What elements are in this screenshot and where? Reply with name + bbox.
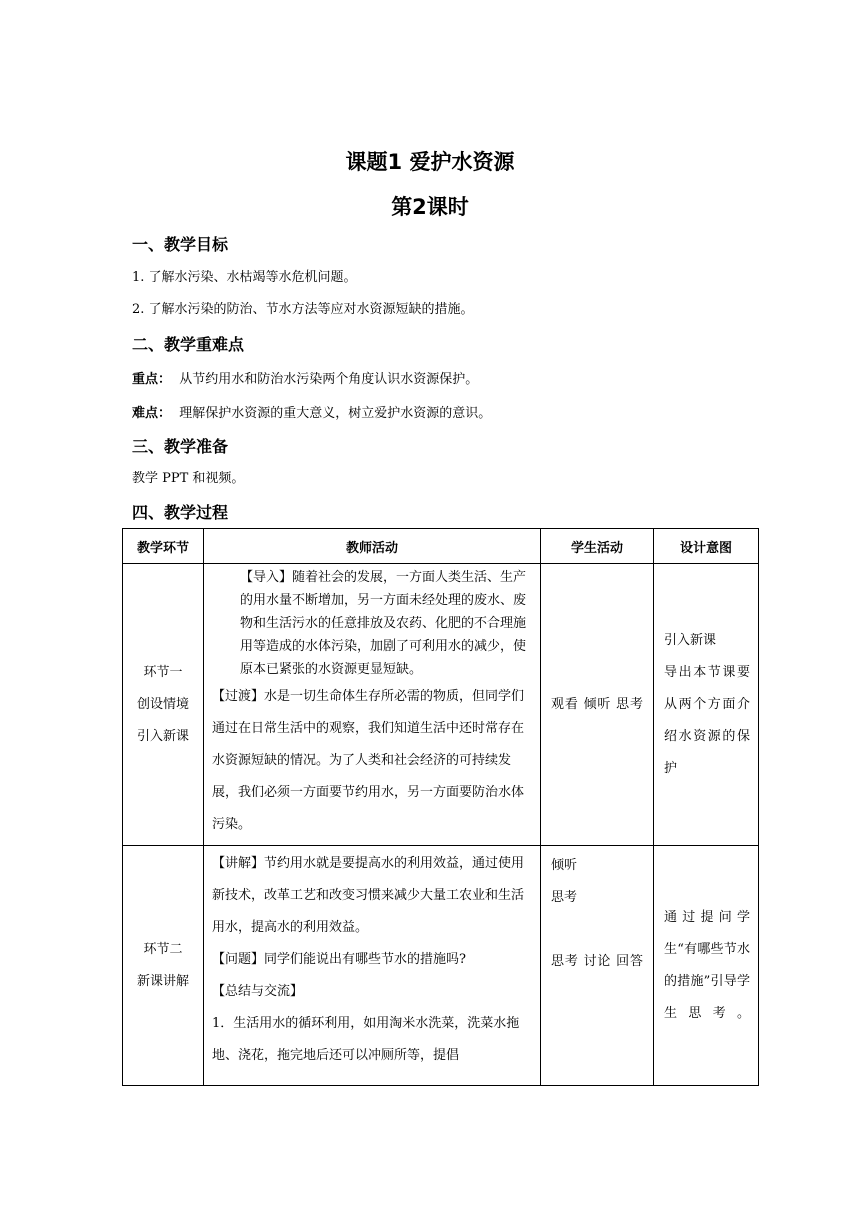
- focus-text: 从节约用水和防治水污染两个角度认识水资源保护。: [179, 372, 479, 387]
- header-student: 学生活动: [541, 529, 654, 564]
- design-intent-cell: [654, 846, 759, 1086]
- student-activity-cell: [541, 846, 654, 1086]
- teacher-summary: 【总结与交流】: [212, 984, 304, 999]
- difficulty-text: 理解保护水资源的重大意义，树立爱护水资源的意识。: [179, 406, 492, 421]
- section-heading-prep: 三、教学准备: [132, 437, 229, 456]
- stage-line: 新课讲解: [136, 973, 189, 989]
- header-teacher: 教师活动: [204, 529, 541, 564]
- table-header-row: [123, 529, 759, 564]
- student-activity: 观看 倾听 思考: [551, 696, 643, 712]
- document-subtitle: 第2课时: [391, 195, 469, 219]
- difficulty-label: 难点：: [132, 406, 172, 421]
- student-activity-line: 思考 讨论 回答: [551, 954, 643, 969]
- stage-cell: [123, 846, 204, 1086]
- focus-paragraph: [132, 368, 478, 387]
- teacher-activity-cell: [204, 564, 541, 846]
- focus-label: 重点：: [132, 372, 172, 387]
- teacher-lecture: 【讲解】节约用水就是要提高水的利用效益，通过使用新技术，改革工艺和改变习惯来减少大量工农业和生活用水，提高水的利用效益。: [212, 856, 525, 935]
- prep-text: 教学 PPT 和视频。: [132, 471, 245, 486]
- design-intent-text: 导出本节课要从两个方面介绍水资源的保护: [664, 664, 750, 776]
- stage-line: 引入新课: [136, 728, 189, 744]
- difficulty-paragraph: [132, 402, 491, 421]
- stage-line: 环节一: [143, 664, 183, 680]
- design-intent-line: 引入新课: [664, 632, 717, 648]
- design-intent-text: 通过提问学生“有哪些节水的措施”引导学生思考。: [664, 909, 750, 1021]
- student-activity-line: 思考: [551, 890, 578, 905]
- stage-cell: [123, 564, 204, 846]
- goal-item-2: 2. 了解水污染的防治、节水方法等应对水资源短缺的措施。: [132, 302, 474, 317]
- process-table: [122, 528, 759, 1086]
- student-activity-cell: [541, 564, 654, 846]
- design-intent-cell: [654, 564, 759, 846]
- goal-item-1: 1. 了解水污染、水枯竭等水危机问题。: [132, 270, 357, 285]
- header-design: 设计意图: [654, 529, 759, 564]
- header-stage: 教学环节: [123, 529, 204, 564]
- teacher-intro: 【导入】随着社会的发展，一方面人类生活、生产的用水量不断增加，另一方面未经处理的废水、废物和生活污水的任意排放及农药、化肥的不合理施用等造成的水体污染，加剧了可利用水的减少，使原本已紧张的水资源更显短缺。: [240, 570, 527, 677]
- table-row: [123, 564, 759, 846]
- teacher-point: 1．生活用水的循环利用，如用淘米水洗菜，洗菜水拖地、浇花，拖完地后还可以冲厕所等，提倡: [212, 1016, 520, 1063]
- document-title: 课题1 爱护水资源: [345, 150, 515, 174]
- student-activity-line: 倾听: [551, 858, 578, 873]
- section-heading-goals: 一、教学目标: [132, 235, 229, 254]
- section-heading-process: 四、教学过程: [132, 503, 229, 522]
- table-row: [123, 846, 759, 1086]
- teacher-activity-cell: [204, 846, 541, 1086]
- section-heading-keypoints: 二、教学重难点: [132, 335, 245, 354]
- stage-line: 环节二: [143, 941, 183, 957]
- stage-line: 创设情境: [136, 696, 189, 712]
- teacher-transition: 【过渡】水是一切生命体生存所必需的物质，但同学们通过在日常生活中的观察，我们知道生活中还时常存在水资源短缺的情况。为了人类和社会经济的可持续发展，我们必须一方面要节约用水，另一方面要防治水体污染。: [212, 689, 525, 832]
- teacher-question: 【问题】同学们能说出有哪些节水的措施吗?: [212, 952, 466, 967]
